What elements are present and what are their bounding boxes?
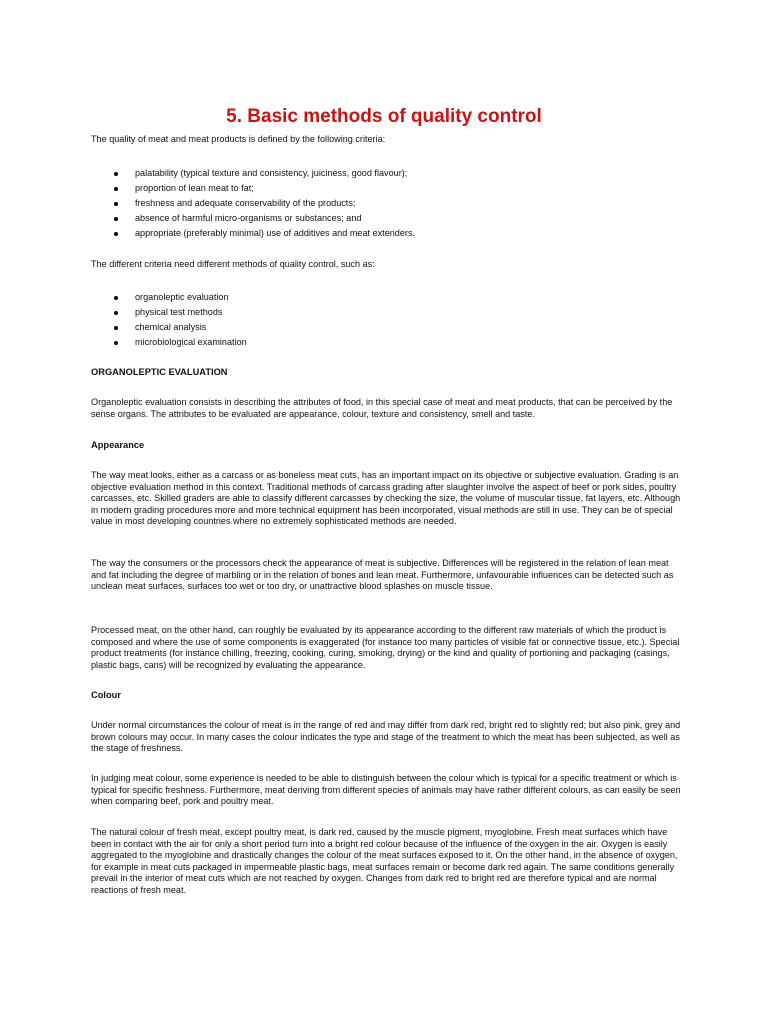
appearance-paragraph-1: The way meat looks, either as a carcass or as boneless meat cuts, has an important impact on its objective or subjective evaluation. Grading is an objective evaluation method in this context. Traditional methods of carcass grading after slaughter involve the aspect of beef or pork sides, poultry carcasses, etc. Skilled graders are able to classify different carcasses by checking the size, the volume of muscular tissue, fat layers, etc. Although in modern grading procedures more and more technical equipment has been incorporated, visual methods are still in use. They can be of special value in most developing countries where no extremely sophisticated methods are needed.	[91, 470, 681, 526]
list-item: proportion of lean meat to fat;	[91, 181, 685, 196]
colour-heading: Colour	[91, 690, 121, 700]
organoleptic-heading: ORGANOLEPTIC EVALUATION	[91, 367, 228, 377]
page-title: 5. Basic methods of quality control	[226, 105, 542, 127]
appearance-heading: Appearance	[91, 440, 145, 450]
colour-paragraph-3: The natural colour of fresh meat, except poultry meat, is dark red, caused by the muscle pigment, myoglobine. Fresh meat surfaces which have been in contact with the air for only a short period turn into a bright red colour because of the influence of the oxygen in the air. Oxygen is easily aggregated to the myoglobine and drastically changes the colour of the meat surfaces exposed to it. On the other hand, in the absence of oxygen, for example in meat cuts packaged in impermeable plastic bags, meat surfaces remain or become dark red again. The same conditions generally prevail in the interior of meat cuts which are not reached by oxygen. Changes from dark red to bright red are therefore typical and are normal reactions of fresh meat.	[91, 827, 678, 895]
list-item: physical test methods	[91, 305, 685, 320]
list-item: freshness and adequate conservability of the products;	[91, 196, 685, 211]
list-item: appropriate (preferably minimal) use of additives and meat extenders.	[91, 226, 685, 241]
appearance-paragraph-2: The way the consumers or the processors check the appearance of meat is subjective. Differences will be registered in the relation of lean meat and fat including the degree of marbling or in the relation of bones and lean meat. Furthermore, unfavourable influences can be detected such as unclean meat surfaces, surfaces too wet or too dry, or unattractive blood splashes on muscle tissue.	[91, 558, 674, 591]
list-item: organoleptic evaluation	[91, 290, 685, 305]
list-item: palatability (typical texture and consistency, juiciness, good flavour);	[91, 166, 685, 181]
intro-paragraph: The quality of meat and meat products is defined by the following criteria:	[91, 134, 386, 144]
organoleptic-paragraph: Organoleptic evaluation consists in describing the attributes of food, in this special case of meat and meat products, that can be perceived by the sense organs. The attributes to be evaluated are appearance, colour, texture and consistency, smell and taste.	[91, 397, 673, 419]
criteria-list	[91, 166, 685, 241]
methods-list	[91, 290, 685, 350]
list-item: chemical analysis	[91, 320, 685, 335]
methods-intro-paragraph: The different criteria need different methods of quality control, such as:	[91, 259, 375, 269]
colour-paragraph-1: Under normal circumstances the colour of meat is in the range of red and may differ from dark red, bright red to slightly red; but also pink, grey and brown colours may occur. In many cases the colour indicates the type and stage of the treatment to which the meat has been subjected, as well as the stage of freshness.	[91, 720, 681, 753]
list-item: microbiological examination	[91, 335, 685, 350]
colour-paragraph-2: In judging meat colour, some experience is needed to be able to distinguish between the colour which is typical for a specific treatment or which is typical for specific freshness. Furthermore, meat deriving from different species of animals may have rather different colours, as can easily be seen when comparing beef, pork and poultry meat.	[91, 773, 681, 806]
list-item: absence of harmful micro-organisms or substances; and	[91, 211, 685, 226]
appearance-paragraph-3: Processed meat, on the other hand, can roughly be evaluated by its appearance according to the different raw materials of which the product is composed and where the use of some components is exaggerated (for instance too many particles of visible fat or connective tissue, etc.). Special product treatments (for instance chilling, freezing, cooking, curing, smoking, drying) or the kind and quality of portioning and packaging (casings, plastic bags, cans) will be recognized by evaluating the appearance.	[91, 625, 680, 670]
